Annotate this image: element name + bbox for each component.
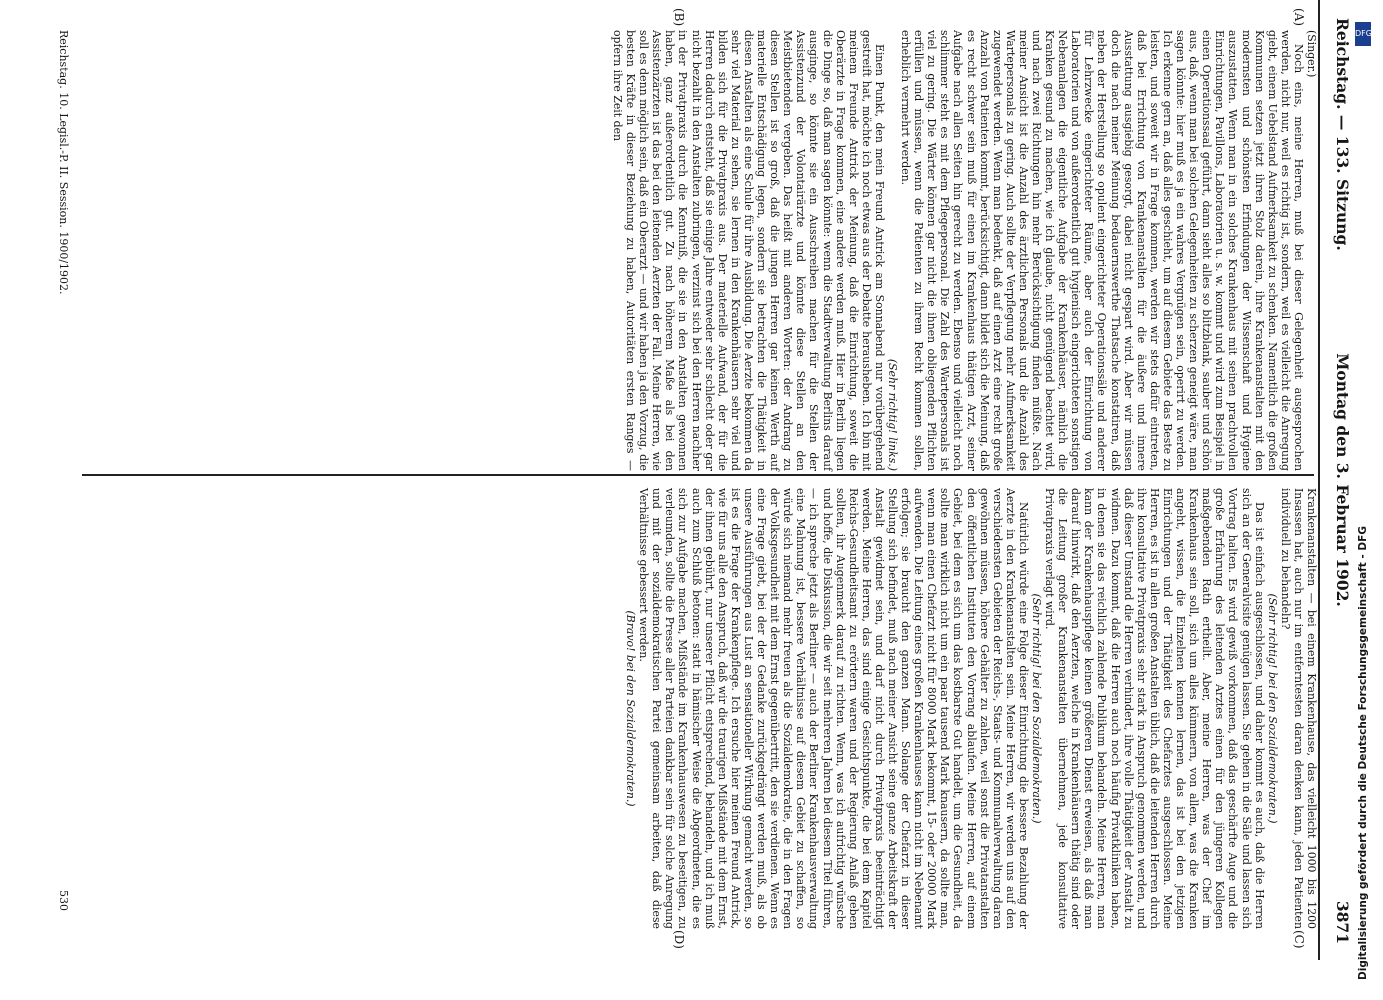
interjection: (Sehr richtig! bei den Sozialdemokraten.) [1030,593,1044,824]
right-column [624,488,1318,929]
paragraph: Einen Punkt, den mein Freund Antrick am Sonnabend nur vorübergehend gestreift hat, möchte ich noch etwas aus der Debatte herausheben. Ich bin mit meinem Freunde Antrick der Meinung, daß die Einrichtung, soweit die Oberärzte in Frage kommen, eine andere werden muß. Hier in Berlin liegen die Dinge so, daß man sagen könnte: wenn die Stadtverwaltung Berlins darauf ausginge, so könnte sie ein Ausschreiben machen für die Stellen der Assistenzund der Volontairärzte und könnte diese Stellen an den Meistbietenden vergeben. Das heißt mit anderen Worten: der Andrang zu diesen Stellen ist so groß, daß die jungen Herren gar keinen Werth auf materielle Entschädigung legen, sondern sie betrachten die Thätigkeit in diesen Anstalten als eine Schule für ihre Ausbildung. Die Aerzte bekommen da sehr viel Material zu sehen, sie lernen in den Krankenhäusern sehr viel und bilden sich für die Privatpraxis aus. Der materielle Aufwand, der für die Herren dadurch entsteht, daß sie einige Jahre entweder sehr schlecht oder gar nicht bezahlt in den Anstalten zubringen, verzinst sich bei den Herren nachher in der Privatpraxis durch die Kenntniß, die sie in den Anstalten gewonnen haben, ganz außerordentlich gut. Zu nach höherem Maße als bei den Assistenzärzten ist das bei den leitenden Aerzten der Fall. Meine Herren, wie soll es denn möglich sein, daß ein Oberarzt — und wir haben ja den Vorzug, die besten Kräfte in dieser Beziehung zu haben, Autoritäten ersten Ranges — opfern ihre Zeit den [611,30,886,471]
page-number: 3871 [1333,900,1352,944]
speaker-tag: (Singer.) [1305,30,1318,78]
interjection: (Sehr richtig! links.) [886,358,899,471]
header-left: Reichstag. — 133. Sitzung. [1333,18,1352,251]
dfg-sidenote [1345,20,1377,980]
footer-session: Reichstag. 10. Legisl.-P. II. Session. 1900/1902. [57,30,70,295]
left-column [611,30,1318,471]
dfg-logo-icon: DFG [1355,22,1371,46]
paragraph: Das ist einfach ausgeschlossen, und daher kommt es auch, daß die Herren sich an der Generalvisite genügen lassen. Sie gehen in die Säle und lassen sich Vortrag halten. Es wird gewiß vorkommen, daß das geschärfte Auge und die große Erfahrung des leitenden Arztes einen für den jüngeren Kollegen maßgebenden Rath ertheilt. Aber, meine Herren, was der Chef im Krankenhaus sein soll, sich um alles kümmern, von allem, was die Kranken angeht, wissen, die Einzelnen kennen lernen, das ist bei den jetzigen Einrichtungen und der Thätigkeit des Chefarztes ausgeschlossen. Meine Herren, es ist in allen großen Anstalten üblich, daß die leitenden Herren durch ihre konsultative Privatpraxis sehr stark in Anspruch genommen werden, und daß dieser Umstand die Herren verhindert, ihre volle Thätigkeit der Anstalt zu widmen. Dazu kommt, daß die Herren auch noch häufig Privatkliniken haben, in denen sie das reichlich zahlende Publikum behandeln. Meine Herren, man kann der Krankenhauspflege keinen größeren Dienst erweisen, als daß man darauf hinwirkt, daß den Aerzten, welche in Krankenhäusern thätig sind oder die Leitung großer Krankenanstalten übernehmen, jede konsultative Privatpraxis verlagt wird. [1043,488,1266,929]
scanned-page [41,0,1366,960]
header-date: Montag den 3. Februar 1902. [1333,353,1352,607]
paragraph: Noch eins, meine Herren, muß bei dieser Gelegenheit ausgesprochen werden, nicht nur, weil es richtig ist, sondern, weil es vielleicht die Anregung giebt, einem Uebelstand Aufmerksamkeit zu schenken. Namentlich die großen Kommunen setzen jetzt ihren Stolz darein, ihre Krankenanstalten mit den modernsten und schönsten Erfindungen der Wissenschaft und Hygiene auszustatten. Wenn man in ein solches Krankenhaus mit seinen prachtvollen Einrichtungen, Pavillons, Laboratorien u. s. w. kommt und wird zum Beispiel in einen Operationssaal geführt, dann sieht alles so blitzblank, sauber und schön aus, daß, wenn man bei solchen Gelegenheiten zu scherzen geneigt wäre, man sagen könnte: hier muß es ja ein wahres Vergnügen sein, operirt zu werden. Ich erkenne gern an, daß alles geschieht, um auf diesem Gebiete das Beste zu leisten, und soweit wir in Frage kommen, werden wir stets dafür eintreten, daß bei Errichtung von Krankenanstalten für die äußere und innere Ausstattung ausgiebig gesorgt, dabei nicht gespart wird. Aber wir müssen doch die nach meiner Meinung bedauernswerthe Thatsache konstatiren, daß neben der Herstellung so opulent eingerichteter Operationssäle und anderer für Lehrzwecke eingerichteter Räume, aber auch der Einrichtung von Laboratorien und von außerordentlich gut hygienisch eingerichteten sonstigen Nebenanlagen die eigentliche Aufgabe der Krankenhäuser, nämlich die Kranken gesund zu machen, wie ich glaube, nicht genügend beachtet wird, und nach zwei Richtungen hin mehr Berücksichtigung finden müßte. Nach meiner Ansicht ist die Anzahl des ärztlichen Personals und die Anzahl des Wartepersonals zu gering. Auch sollte der Verpflegung mehr Aufmerksamkeit zugewendet werden. Wenn man bedenkt, daß auf einen Arzt eine recht große Anzahl von Patienten kommt, berücksichtigt, dann bildet sich die Meinung, daß es recht schwer sein muß für einen im Krankenhaus thätigen Arzt, seiner Aufgabe nach allen Seiten hin gerecht zu werden. Ebenso und vielleicht noch schlimmer steht es mit dem Pflegepersonal. Die Zahl des Wartepersonals ist viel zu gering. Die Wärter können gar nicht die ihnen obliegenden Pflichten erfüllen und müssen, wenn die Patienten zu ihrem Recht kommen sollen, erheblich vermehrt werden. [899,30,1305,471]
dfg-funding-note: Digitalisierung gefördert durch die Deutsche Forschungsgemeinschaft - DFG [1357,526,1369,980]
margin-mark-b: (B) [672,8,686,27]
paragraph: Natürlich würde eine Folge dieser Einrichtung die bessere Bezahlung der Aerzte in den Krankenanstalten sein. Meine Herren, wir werden uns auf den verschiedensten Gebieten der Reichs-, Staats- und Kommunalverwaltung daran gewöhnen müssen, höhere Gehälter zu zahlen, weil sonst die Privatanstalten den öffentlichen Instituten den Vorrang ablaufen. Meine Herren, auf einem Gebiet, bei dem es sich um das kostbarste Gut handelt, um die Gesundheit, da sollte man wirklich nicht um ein paar tausend Mark knausern, da sollte man, wenn man einen Chefarzt nicht für 8000 Mark bekommt, 15- oder 20000 Mark aufwenden. Die Leitung eines großen Krankenhauses kann nicht im Nebenamt erfolgen; sie braucht den ganzen Mann. Solange der Chefarzt in dieser Stellung sich befindet, muß nach meiner Ansicht seine ganze Arbeitskraft der Anstalt gewidmet sein, und darf nicht durch Privatpraxis beeinträchtigt werden. Meine Herren, das sind einige Gesichtspunkte, die bei dem Kapitel Reichs-Gesundheitsamt zu erörtern waren und der Regierung Anlaß geben sollten, ihr Augenmerk darauf zu richten. Wenn, was ich aufrichtig wünsche und hoffe, die Diskussion, die wir seit mehreren Jahren bei diesem Titel führen, — ich spreche jetzt als Berliner — auch der Berliner Krankenhausverwaltung eine Mahnung ist, bessere Verhältnisse auf diesem Gebiet zu schaffen, so würde sich niemand mehr freuen als die Sozialdemokratie, die in den Fragen der Volksgesundheit mit dem Ernst gegenübertritt, den sie verdienen. Wenn es eine Frage giebt, bei der der Gedanke zurückgedrängt werden muß, als ob unsere Ausführungen aus Lust an sensationeller Wirkung gemacht werden, so ist es die Frage der Krankenpflege. Ich ersuche hier meinen Freund Antrick, wie für uns alle den Anspruch, daß wir die traurigen Mißstände mit dem Ernst, der ihnen gebührt, nur unserer Pflicht entsprechend, behandeln, und ich muß auch zum Schluß betonen: statt in hämischer Weise die Abgeordneten, die es sich zur Aufgabe machen, Mißstände im Krankenhauswesen zu beseitigen, zu verleumden, sollte die Presse aller Parteien dankbar sein für solche Anregung und mit der sozialdemokratischen Partei gemeinsam arbeiten, daß diese Verhältnisse gebessert werden. [637,488,1030,929]
footer-number: 530 [57,890,70,911]
interjection: (Bravo! bei den Sozialdemokraten.) [624,610,638,807]
paragraph: Krankenanstalten — bei einem Krankenhause, das vielleicht 1000 bis 1200 Insassen hat, auch nur im entferntesten daran denken kann, jeden Patienten individuell zu behandeln? [1278,488,1318,929]
margin-mark-c: (C) [1292,930,1306,949]
interjection: (Sehr richtig! bei den Sozialdemokraten.) [1265,593,1279,824]
margin-mark-d: (D) [672,930,686,949]
header-rule [1318,0,1320,960]
column-divider [82,474,1314,476]
margin-mark-a: (A) [1292,8,1306,27]
